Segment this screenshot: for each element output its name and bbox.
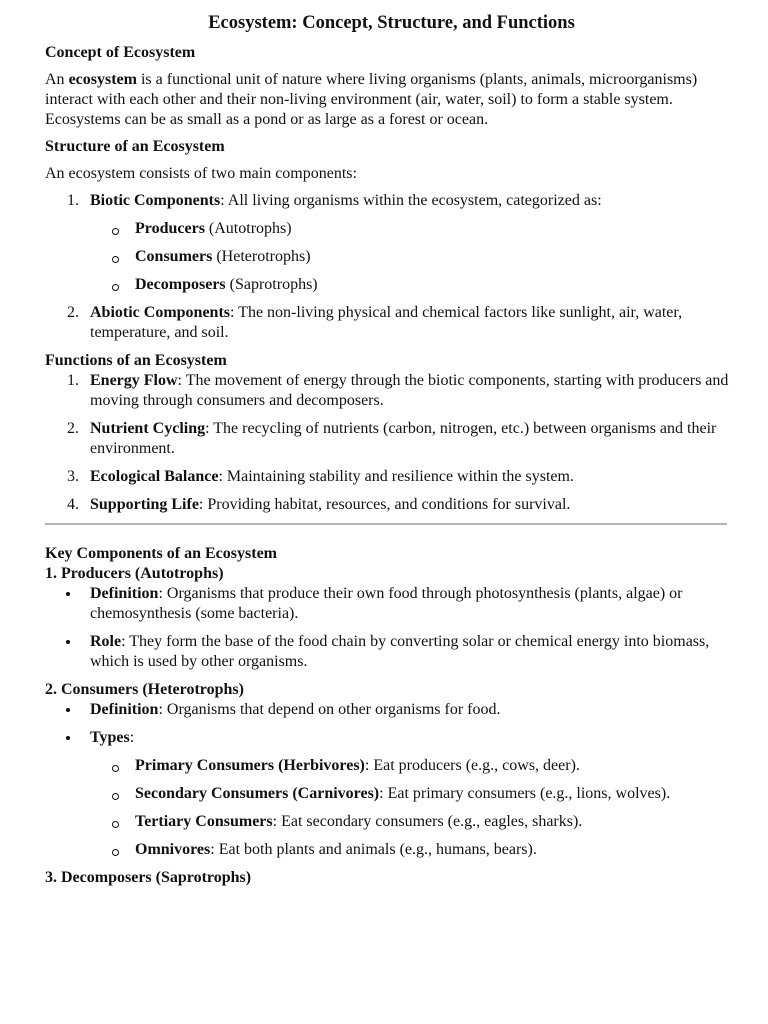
list-number: 2.	[67, 304, 79, 321]
item-term: Nutrient Cycling	[90, 420, 206, 437]
consumers-list	[45, 700, 730, 748]
biotic-sublist	[45, 219, 730, 295]
list-item	[45, 419, 730, 459]
concept-paragraph	[45, 70, 730, 130]
consumer-types-sublist	[45, 756, 730, 860]
list-item	[45, 191, 730, 211]
list-item	[45, 275, 730, 295]
concept-prefix: An	[45, 71, 69, 88]
list-item	[45, 700, 730, 720]
structure-intro: An ecosystem consists of two main components:	[45, 165, 357, 182]
concept-heading: Concept of Ecosystem	[45, 44, 196, 61]
item-term: Definition	[90, 585, 159, 602]
list-number: 1.	[67, 372, 79, 389]
item-text: : All living organisms within the ecosystem, categorized as:	[220, 192, 602, 209]
circle-bullet-icon	[112, 765, 119, 772]
circle-bullet-icon	[112, 228, 119, 235]
circle-bullet-icon	[112, 849, 119, 856]
item-term: Omnivores	[135, 841, 211, 858]
item-term: Secondary Consumers (Carnivores)	[135, 785, 380, 802]
item-term: Supporting Life	[90, 496, 199, 513]
structure-list	[45, 191, 730, 211]
item-text: : The recycling of nutrients (carbon, nitrogen, etc.) between organisms and their environment.	[90, 420, 717, 457]
list-item	[45, 840, 730, 860]
concept-term: ecosystem	[68, 71, 137, 88]
document-title: Ecosystem: Concept, Structure, and Functions	[208, 13, 575, 33]
item-term: Types	[90, 729, 130, 746]
consumers-heading: 2. Consumers (Heterotrophs)	[45, 681, 244, 698]
circle-bullet-icon	[112, 284, 119, 291]
circle-bullet-icon	[112, 821, 119, 828]
item-term: Abiotic Components	[90, 304, 231, 321]
key-components-heading: Key Components of an Ecosystem	[45, 545, 277, 562]
list-item	[45, 495, 730, 515]
concept-text: is a functional unit of nature where living organisms (plants, animals, microorganisms) interact with each other and their non-living environment (air, water, soil) to form a stable system. Ecosystems can be as small as a pond or as large as a forest or ocean.	[45, 71, 698, 128]
item-term: Consumers	[135, 248, 213, 265]
bullet-icon	[66, 708, 70, 712]
item-text: : Maintaining stability and resilience within the system.	[218, 468, 574, 485]
functions-heading: Functions of an Ecosystem	[45, 352, 227, 369]
structure-heading: Structure of an Ecosystem	[45, 138, 225, 155]
item-text: : Eat both plants and animals (e.g., humans, bears).	[210, 841, 537, 858]
list-item	[45, 467, 730, 487]
producers-heading: 1. Producers (Autotrophs)	[45, 565, 224, 582]
item-term: Producers	[135, 220, 205, 237]
item-text: : Eat primary consumers (e.g., lions, wolves).	[379, 785, 671, 802]
item-text: : Providing habitat, resources, and conditions for survival.	[198, 496, 571, 513]
item-term: Definition	[90, 701, 159, 718]
list-number: 4.	[67, 496, 79, 513]
bullet-icon	[66, 592, 70, 596]
document-page	[45, 12, 730, 888]
item-term: Tertiary Consumers	[135, 813, 273, 830]
structure-list-continued	[45, 303, 730, 343]
list-number: 1.	[67, 192, 79, 209]
list-item	[45, 632, 730, 672]
item-term: Energy Flow	[90, 372, 178, 389]
functions-list	[45, 371, 730, 515]
producers-list	[45, 584, 730, 672]
list-item	[45, 812, 730, 832]
item-text: (Saprotrophs)	[225, 276, 318, 293]
list-number: 2.	[67, 420, 79, 437]
item-text: : They form the base of the food chain by converting solar or chemical energy into biomass, which is used by other organisms.	[90, 633, 710, 670]
list-item	[45, 784, 730, 804]
bullet-icon	[66, 640, 70, 644]
list-item	[45, 728, 730, 748]
item-text: (Autotrophs)	[204, 220, 292, 237]
bullet-icon	[66, 736, 70, 740]
item-term: Decomposers	[135, 276, 226, 293]
list-number: 3.	[67, 468, 79, 485]
list-item	[45, 584, 730, 624]
item-text: :	[129, 729, 135, 746]
item-text: : The movement of energy through the biotic components, starting with producers and moving through consumers and decomposers.	[90, 372, 729, 409]
list-item	[45, 219, 730, 239]
item-text: : Organisms that depend on other organisms for food.	[158, 701, 501, 718]
item-text: : The non-living physical and chemical factors like sunlight, air, water, temperature, and soil.	[90, 304, 683, 341]
item-term: Biotic Components	[90, 192, 221, 209]
item-term: Ecological Balance	[90, 468, 219, 485]
list-item	[45, 303, 730, 343]
item-text: : Eat producers (e.g., cows, deer).	[364, 757, 580, 774]
item-text: : Organisms that produce their own food through photosynthesis (plants, algae) or chemosynthesis (some bacteria).	[90, 585, 683, 622]
item-term: Primary Consumers (Herbivores)	[135, 757, 365, 774]
decomposers-heading: 3. Decomposers (Saprotrophs)	[45, 869, 252, 886]
list-item	[45, 247, 730, 267]
circle-bullet-icon	[112, 256, 119, 263]
circle-bullet-icon	[112, 793, 119, 800]
item-text: (Heterotrophs)	[212, 248, 311, 265]
section-divider	[45, 523, 727, 525]
list-item	[45, 371, 730, 411]
item-text: : Eat secondary consumers (e.g., eagles, sharks).	[272, 813, 583, 830]
item-term: Role	[90, 633, 122, 650]
list-item	[45, 756, 730, 776]
